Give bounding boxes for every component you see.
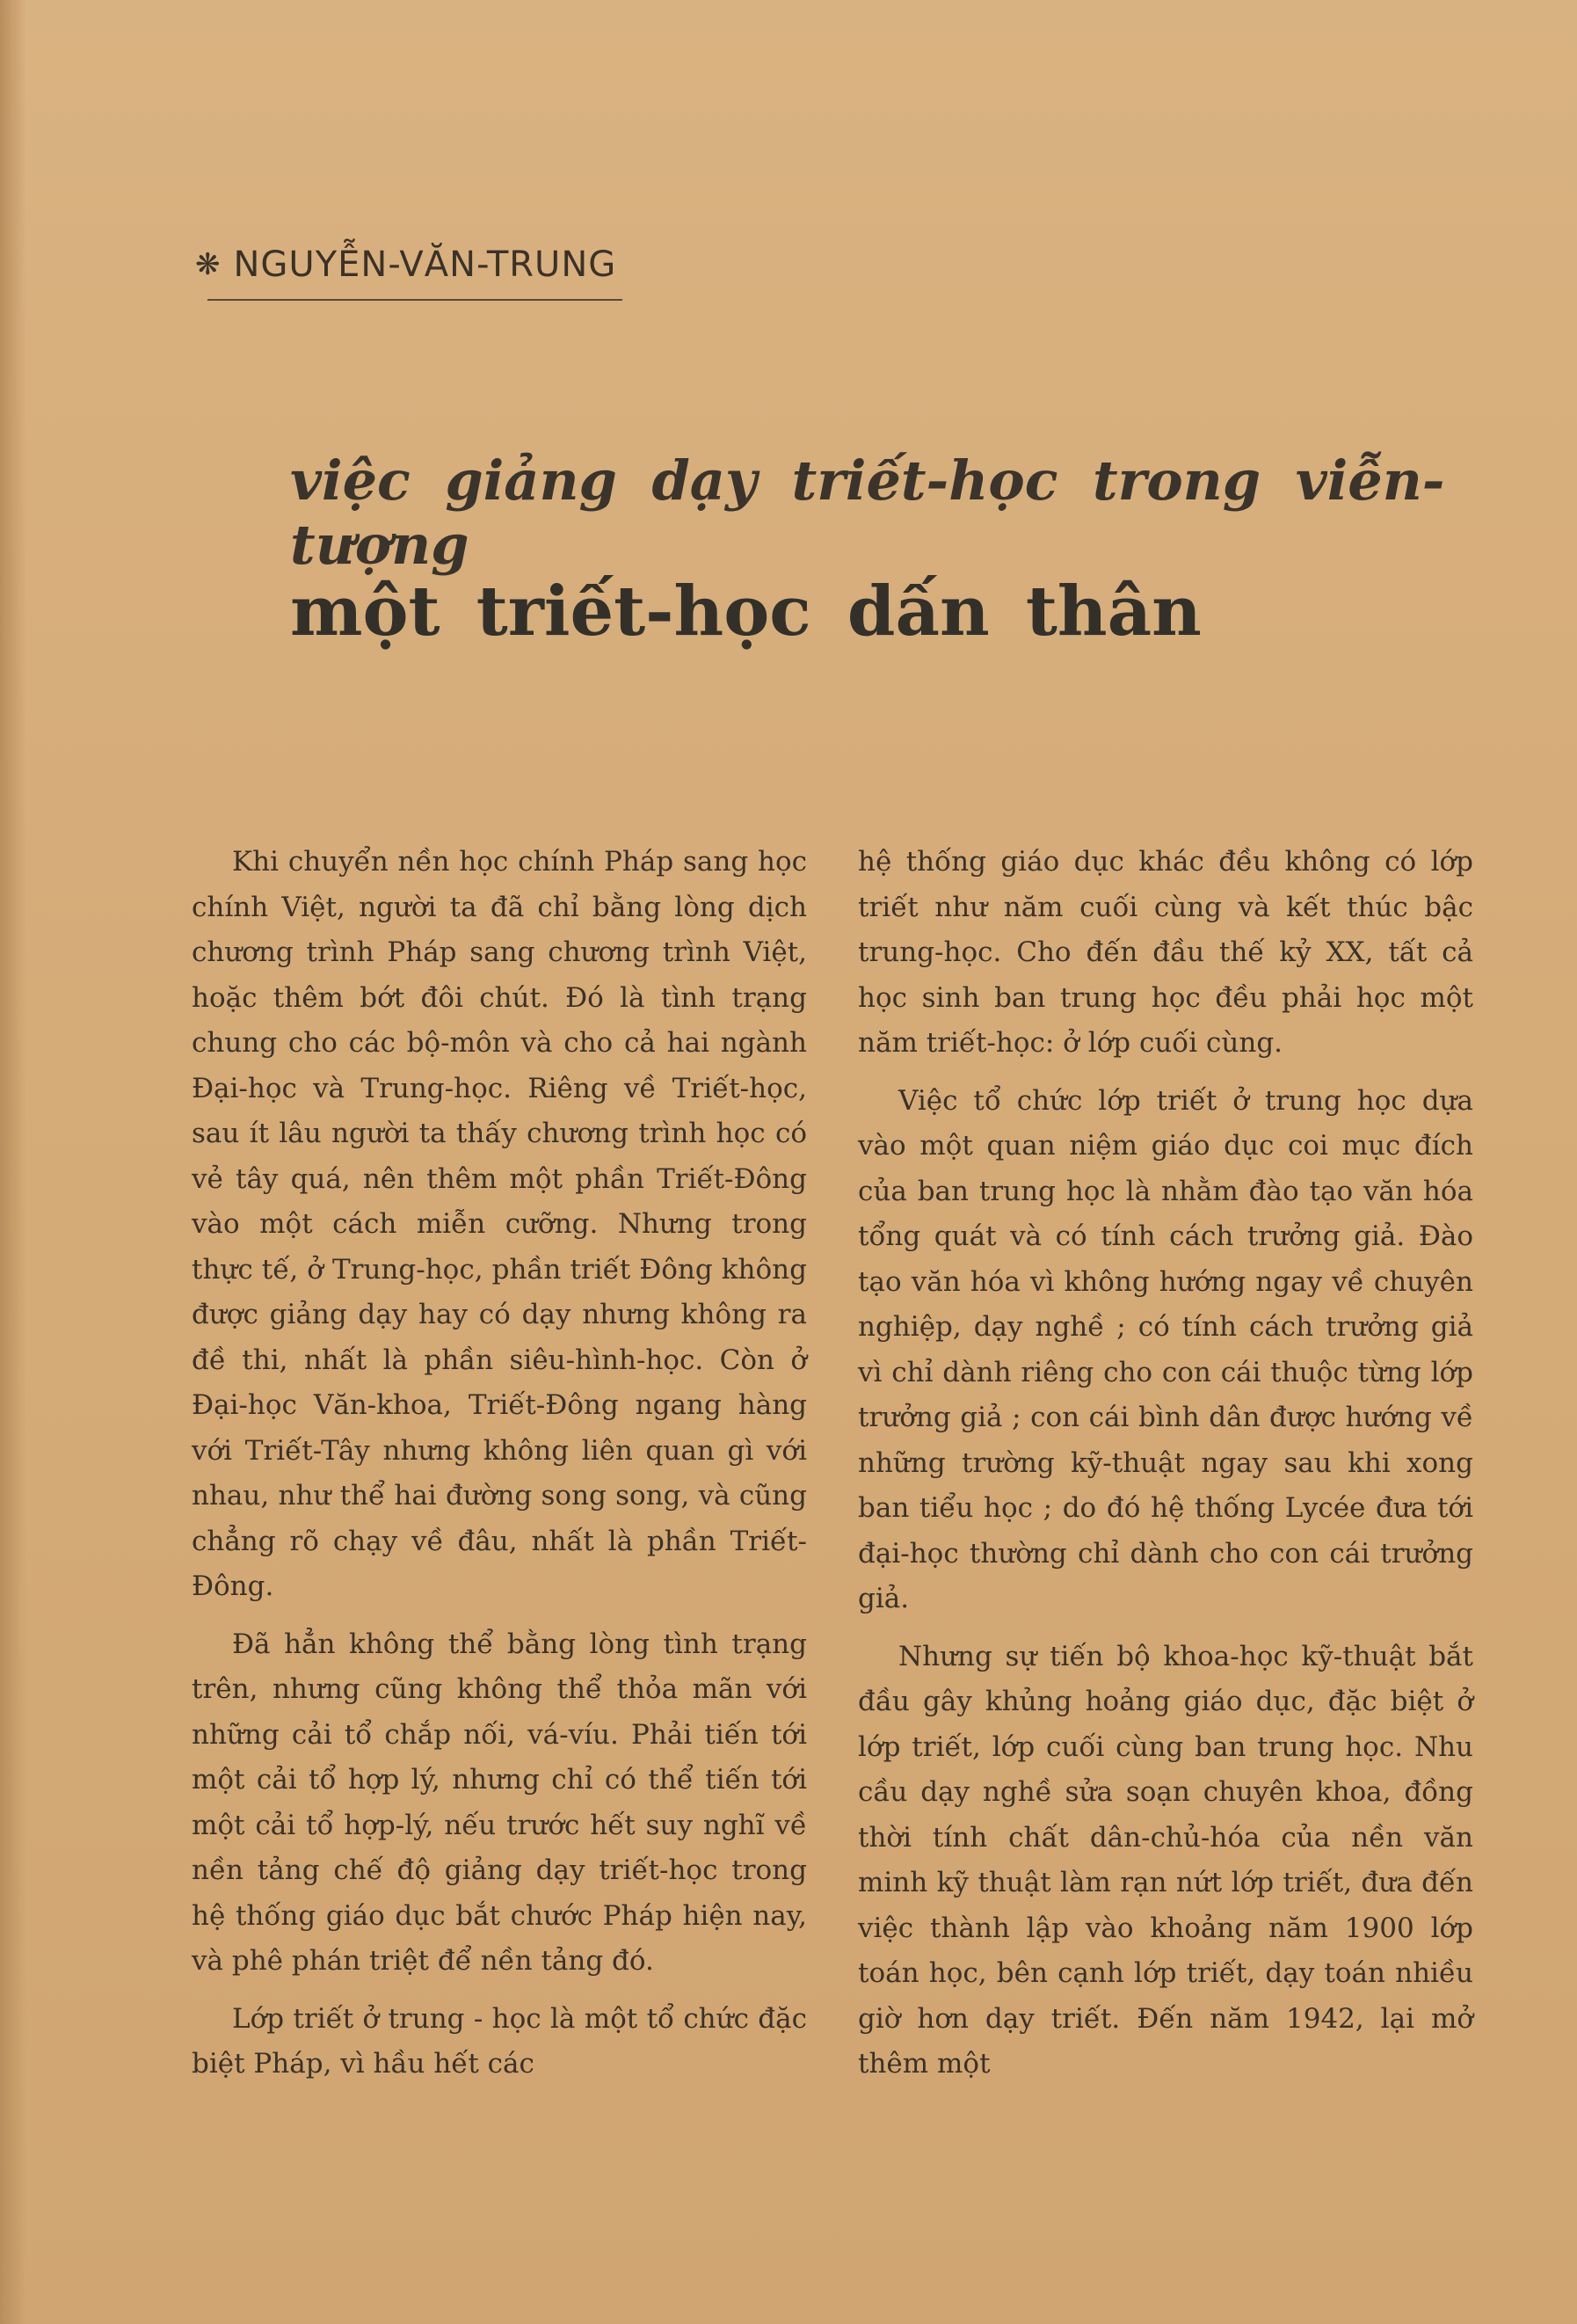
ornament-icon: ❋ [195, 247, 222, 282]
text-column-right [858, 840, 1473, 2100]
paragraph: Đã hẳn không thể bằng lòng tình trạng trên, nhưng cũng không thể thỏa mãn với những cải tổ chắp nối, vá-víu. Phải tiến tới một cải tổ hợp lý, nhưng chỉ có thể tiến tới một cải tổ hợp-lý, nếu trước hết suy nghĩ về nền tảng chế độ giảng dạy triết-học trong hệ thống giáo dục bắt chước Pháp hiện nay, và phê phán triệt để nền tảng đó. [192, 1628, 807, 1977]
author-underline [207, 299, 622, 301]
paper-left-edge [0, 0, 26, 2324]
paragraph-continuation: hệ thống giáo dục khác đều không có lớp triết như năm cuối cùng và kết thúc bậc trung-học. Cho đến đầu thế kỷ XX, tất cả học sinh ban trung học đều phải học một năm triết-học: ở lớp cuối cùng. [858, 846, 1473, 1059]
paragraph: Khi chuyển nền học chính Pháp sang học chính Việt, người ta đã chỉ bằng lòng dịch chương trình Pháp sang chương trình Việt, hoặc thêm bớt đôi chút. Đó là tình trạng chung cho các bộ-môn và cho cả hai ngành Đại-học và Trung-học. Riêng về Triết-học, sau ít lâu người ta thấy chương trình học có vẻ tây quá, nên thêm một phần Triết-Đông vào một cách miễn cưỡng. Nhưng trong thực tế, ở Trung-học, phần triết Đông không được giảng dạy hay có dạy nhưng không ra đề thi, nhất là phần siêu-hình-học. Còn ở Đại-học Văn-khoa, Triết-Đông ngang hàng với Triết-Tây nhưng không liên quan gì với nhau, như thể hai đường song song, và cũng chẳng rõ chạy về đâu, nhất là phần Triết-Đông. [192, 846, 807, 1602]
paragraph: Nhưng sự tiến bộ khoa-học kỹ-thuật bắt đầu gây khủng hoảng giáo dục, đặc biệt ở lớp triết, lớp cuối cùng ban trung học. Nhu cầu dạy nghề sửa soạn chuyên khoa, đồng thời tính chất dân-chủ-hóa của nền văn minh kỹ thuật làm rạn nứt lớp triết, đưa đến việc thành lập vào khoảng năm 1900 lớp toán học, bên cạnh lớp triết, dạy toán nhiều giờ hơn dạy triết. Đến năm 1942, lại mở thêm một [858, 1640, 1473, 2080]
paragraph: Việc tổ chức lớp triết ở trung học dựa vào một quan niệm giáo dục coi mục đích của ban trung học là nhằm đào tạo văn hóa tổng quát và có tính cách trưởng giả. Đào tạo văn hóa vì không hướng ngay về chuyên nghiệp, dạy nghề ; có tính cách trưởng giả vì chỉ dành riêng cho con cái thuộc từng lớp trưởng giả ; con cái bình dân được hướng về những trường kỹ-thuật ngay sau khi xong ban tiểu học ; do đó hệ thống Lycée đưa tới đại-học thường chỉ dành cho con cái trưởng giả. [858, 1084, 1473, 1614]
text-column-left [192, 840, 807, 2100]
author-name: NGUYỄN-VĂN-TRUNG [233, 244, 617, 285]
article-subtitle: việc giảng dạy triết-học trong viễn-tượng [290, 448, 1445, 577]
paragraph: Lớp triết ở trung - học là một tổ chức đặc biệt Pháp, vì hầu hết các [192, 2002, 807, 2080]
article-title: một triết-học dấn thân [290, 572, 1202, 652]
author-line [195, 244, 616, 285]
